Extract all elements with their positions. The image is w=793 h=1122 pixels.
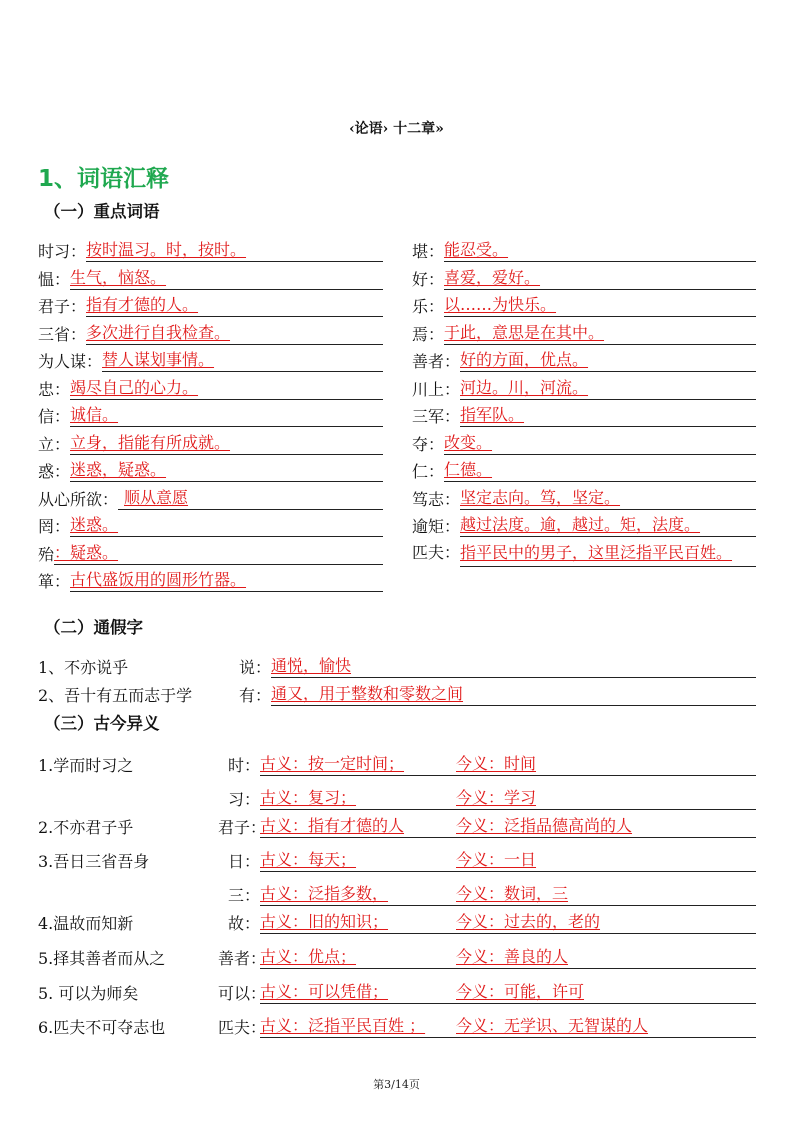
modern-meaning: 今义：无学识、无智谋的人 bbox=[456, 1016, 649, 1035]
word: 故： bbox=[227, 914, 260, 933]
phrase: 6.匹夫不可夺志也 bbox=[38, 1018, 166, 1037]
tongjia-row bbox=[38, 680, 756, 706]
meanings bbox=[260, 946, 756, 969]
meanings bbox=[260, 883, 756, 906]
phrase: 4.温故而知新 bbox=[38, 914, 134, 933]
ancient-meaning: 古义：每天； bbox=[260, 850, 357, 869]
key-word-row bbox=[38, 566, 383, 592]
key-word-row bbox=[38, 511, 383, 537]
key-word-row bbox=[38, 456, 383, 482]
definition: 诚信。 bbox=[70, 404, 383, 427]
subheading-key-words: （一）重点词语 bbox=[44, 202, 160, 221]
subheading-gujin: （三）古今异义 bbox=[44, 714, 160, 733]
key-word-row bbox=[38, 319, 383, 345]
ancient-meaning: 古义：旧的知识； bbox=[260, 912, 389, 931]
key-word-row bbox=[38, 291, 383, 317]
word: 匹夫： bbox=[218, 1018, 267, 1037]
key-word-row bbox=[412, 264, 756, 290]
tongjia-row bbox=[38, 652, 756, 678]
page-number: 第3/14页 bbox=[373, 1078, 420, 1091]
key-word-row bbox=[38, 484, 383, 510]
meanings bbox=[260, 815, 756, 838]
key-word-row bbox=[38, 346, 383, 372]
term: 川上： bbox=[412, 380, 461, 399]
definition: 指有才德的人。 bbox=[86, 294, 383, 317]
term: 乐： bbox=[412, 297, 445, 316]
ancient-meaning: 古义：按一定时间； bbox=[260, 754, 405, 773]
term: 君子： bbox=[38, 297, 87, 316]
ancient-meaning: 古义：复习； bbox=[260, 788, 357, 807]
definition: 迷惑。 bbox=[70, 514, 383, 537]
phrase: 2.不亦君子乎 bbox=[38, 818, 134, 837]
word: 日： bbox=[227, 852, 260, 871]
definition: 通又，用于整数和零数之间 bbox=[271, 683, 756, 706]
modern-meaning: 今义：一日 bbox=[456, 850, 537, 869]
term: 惑： bbox=[38, 462, 71, 481]
definition: 仁德。 bbox=[444, 459, 756, 482]
phrase: 2、吾十有五而志于学 bbox=[38, 686, 193, 705]
term: 三省： bbox=[38, 325, 87, 344]
character: 有： bbox=[238, 686, 271, 705]
phrase: 1、不亦说乎 bbox=[38, 658, 129, 677]
term: 逾矩： bbox=[412, 517, 461, 536]
definition: 古代盛饭用的圆形竹器。 bbox=[70, 569, 383, 592]
meanings bbox=[260, 1015, 756, 1038]
definition: 于此，意思是在其中。 bbox=[444, 322, 756, 345]
definition: 能忍受。 bbox=[444, 239, 756, 262]
phrase: 5. 可以为师矣 bbox=[38, 984, 139, 1003]
key-word-row bbox=[412, 346, 756, 372]
definition: 替人谋划事情。 bbox=[102, 349, 383, 372]
definition: 竭尽自己的心力。 bbox=[70, 377, 383, 400]
term: 善者： bbox=[412, 352, 461, 371]
meanings bbox=[260, 911, 756, 934]
gujin-row bbox=[38, 750, 756, 776]
character: 说： bbox=[238, 658, 271, 677]
word: 习： bbox=[227, 790, 260, 809]
modern-meaning: 今义：学习 bbox=[456, 788, 537, 807]
definition: 多次进行自我检查。 bbox=[86, 322, 383, 345]
ancient-meaning: 古义：可以凭借； bbox=[260, 982, 389, 1001]
key-word-row bbox=[38, 264, 383, 290]
word: 可以： bbox=[218, 984, 267, 1003]
ancient-meaning: 古义：泛指平民百姓 ； bbox=[260, 1016, 426, 1035]
key-word-row bbox=[412, 236, 756, 262]
term: 笃志： bbox=[412, 490, 461, 509]
gujin-row bbox=[38, 1012, 756, 1038]
term: 从心所欲： bbox=[38, 490, 119, 509]
key-word-row bbox=[412, 319, 756, 345]
modern-meaning: 今义：泛指品德高尚的人 bbox=[456, 816, 633, 835]
word: 时： bbox=[227, 756, 260, 775]
term: 忠： bbox=[38, 380, 71, 399]
modern-meaning: 今义：可能，许可 bbox=[456, 982, 585, 1001]
key-word-row bbox=[412, 429, 756, 455]
key-word-row bbox=[412, 291, 756, 317]
word: 善者： bbox=[218, 949, 267, 968]
key-word-row bbox=[412, 456, 756, 482]
key-word-row bbox=[412, 484, 756, 510]
modern-meaning: 今义：数词，三 bbox=[456, 884, 569, 903]
meanings bbox=[260, 849, 756, 872]
phrase: 3.吾日三省吾身 bbox=[38, 852, 150, 871]
meanings bbox=[260, 981, 756, 1004]
modern-meaning: 今义：过去的，老的 bbox=[456, 912, 601, 931]
ancient-meaning: 古义：优点； bbox=[260, 947, 357, 966]
definition: 迷惑，疑惑。 bbox=[70, 459, 383, 482]
key-word-row bbox=[38, 539, 383, 565]
gujin-row bbox=[38, 908, 756, 934]
definition: 喜爱，爱好。 bbox=[444, 267, 756, 290]
term: 愠： bbox=[38, 270, 71, 289]
ancient-meaning: 古义：泛指多数， bbox=[260, 884, 389, 903]
gujin-row bbox=[38, 846, 756, 872]
definition: 好的方面，优点。 bbox=[460, 349, 756, 372]
definition: 改变。 bbox=[444, 432, 756, 455]
gujin-row bbox=[38, 812, 756, 838]
subheading-tongjia: （二）通假字 bbox=[44, 618, 143, 637]
word: 君子： bbox=[218, 818, 267, 837]
key-word-row bbox=[412, 511, 756, 537]
term: 匹夫： bbox=[412, 543, 461, 562]
section-heading-vocabulary: 1、词语汇释 bbox=[38, 166, 170, 192]
definition: 立身，指能有所成就。 bbox=[70, 432, 383, 455]
key-word-row bbox=[38, 429, 383, 455]
word: 三： bbox=[227, 886, 260, 905]
term: 焉： bbox=[412, 325, 445, 344]
definition: 通悦，愉快 bbox=[271, 655, 756, 678]
key-word-row bbox=[412, 539, 756, 593]
term: 时习： bbox=[38, 242, 87, 261]
term: 箪： bbox=[38, 572, 71, 591]
term: 堪： bbox=[412, 242, 445, 261]
definition: 坚定志向。笃，坚定。 bbox=[460, 487, 756, 510]
definition: 河边。川，河流。 bbox=[460, 377, 756, 400]
definition: ：疑惑。 bbox=[54, 542, 383, 565]
definition: 生气，恼怒。 bbox=[70, 267, 383, 290]
term: 罔： bbox=[38, 517, 71, 536]
gujin-row bbox=[38, 784, 756, 810]
key-word-row bbox=[38, 374, 383, 400]
key-word-row bbox=[412, 401, 756, 427]
phrase: 5.择其善者而从之 bbox=[38, 949, 166, 968]
gujin-row bbox=[38, 943, 756, 969]
definition: 按时温习。时，按时。 bbox=[86, 239, 383, 262]
gujin-row bbox=[38, 978, 756, 1004]
phrase: 1.学而时习之 bbox=[38, 756, 134, 775]
document-title: ‹论语› 十二章» bbox=[349, 121, 444, 137]
term: 立： bbox=[38, 435, 71, 454]
meanings bbox=[260, 753, 756, 776]
term: 好： bbox=[412, 270, 445, 289]
term: 为人谋： bbox=[38, 352, 103, 371]
term: 三军： bbox=[412, 407, 461, 426]
key-word-row bbox=[412, 374, 756, 400]
definition: 顺从意愿 bbox=[118, 487, 383, 510]
definition: 以……为快乐。 bbox=[444, 294, 756, 317]
term: 信： bbox=[38, 407, 71, 426]
definition: 指平民中的男子，这里泛指平民百姓。 bbox=[460, 539, 756, 567]
term: 殆 bbox=[38, 545, 55, 564]
modern-meaning: 今义：善良的人 bbox=[456, 947, 569, 966]
definition: 越过法度。逾，越过。矩，法度。 bbox=[460, 514, 756, 537]
ancient-meaning: 古义：指有才德的人 bbox=[260, 816, 405, 835]
modern-meaning: 今义：时间 bbox=[456, 754, 537, 773]
meanings bbox=[260, 787, 756, 810]
term: 夺： bbox=[412, 435, 445, 454]
definition: 指军队。 bbox=[460, 404, 756, 427]
key-word-row bbox=[38, 236, 383, 262]
key-word-row bbox=[38, 401, 383, 427]
gujin-row bbox=[38, 880, 756, 906]
term: 仁： bbox=[412, 462, 445, 481]
